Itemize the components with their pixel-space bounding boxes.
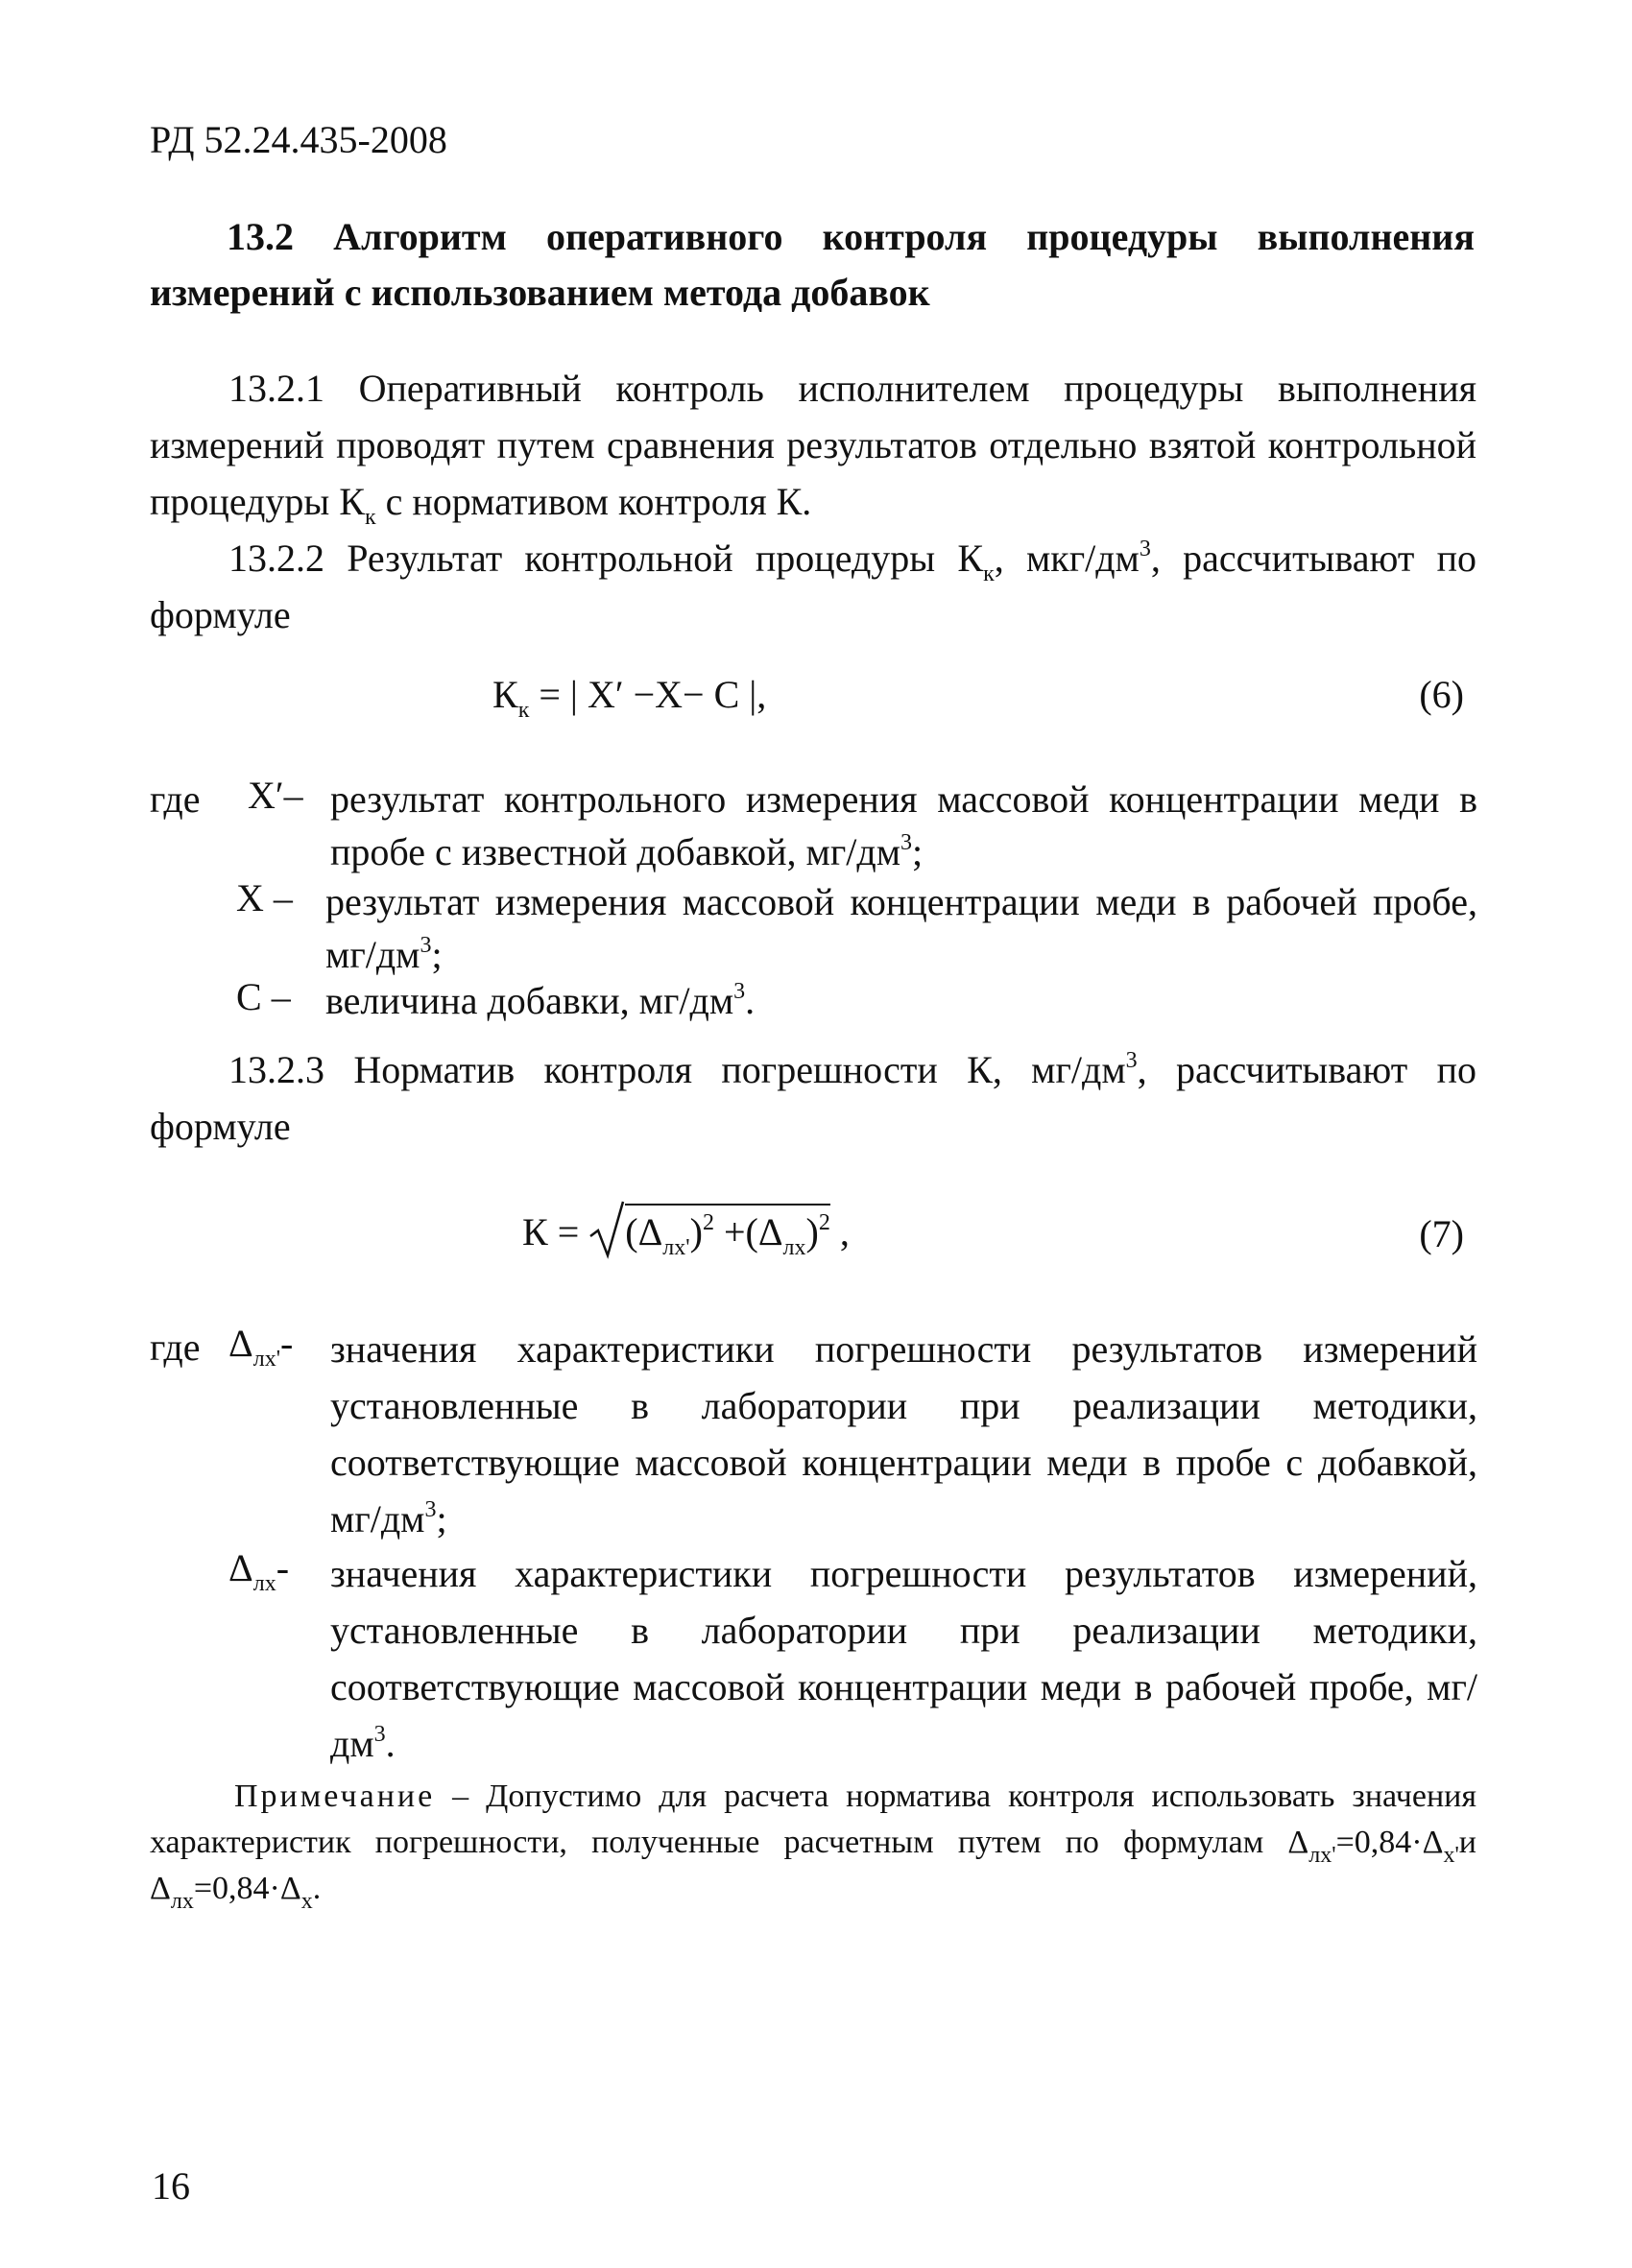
definition-text: величина добавки, $мг/дм^3$. <box>325 979 756 1022</box>
paragraph-tail: с нормативом контроля К. <box>375 480 812 523</box>
paragraph-13-2-1 <box>150 360 1476 530</box>
paragraph-text: 13.2.2 Результат контрольной процедуры К <box>228 537 984 580</box>
paragraph-mid: , мкг/дм <box>994 537 1140 580</box>
radical-sign-icon <box>588 1198 627 1261</box>
abs-bar-right: | <box>739 673 757 716</box>
paragraph-tail: , рассчитывают по формуле <box>150 1048 1476 1148</box>
definition-text: результат контрольного измерения массовой концентрации меди в пробе с известной добавкой, $мг/дм^3$; <box>330 777 1477 873</box>
formula-body: X′ −X− C <box>587 673 740 716</box>
paragraph-text: 13.2.3 Норматив контроля погрешности К, мг/дм <box>228 1048 1126 1091</box>
subscript: к <box>364 505 376 530</box>
formula-equals: = <box>547 1210 589 1253</box>
document-code: РД 52.24.435-2008 <box>150 118 447 161</box>
formula-lhs: К <box>522 1210 548 1253</box>
definition-text: значения характеристики погрешности результатов измерений, установленные в лаборатории при реализации методики, соответствующие массовой концентрации меди в рабочей пробе, $мг/дм^3$. <box>330 1552 1477 1765</box>
square-root <box>588 1209 830 1260</box>
formula-lhs-subscript: к <box>517 698 530 723</box>
paragraph-tail: , рассчитывают по формуле <box>150 537 1476 636</box>
definition-term: $\Delta_{лх}-$ <box>228 1546 290 1596</box>
paragraph-13-2-3 <box>150 1041 1476 1155</box>
formula-comma: , <box>829 1210 850 1253</box>
formula-comma: , <box>756 673 767 716</box>
definition-term: X′– <box>248 774 303 817</box>
equation-number-6: (6) <box>1419 673 1464 716</box>
formula-7 <box>522 1209 850 1260</box>
abs-bar-left: | <box>569 673 588 716</box>
definition-text: результат измерения массовой концентрации меди в рабочей пробе, $мг/дм^3$; <box>325 880 1477 976</box>
page-number: 16 <box>152 2164 190 2208</box>
definition-term: C – <box>236 975 291 1018</box>
note-paragraph: Примечание – Допустимо для расчета норматива контроля использовать значения характеристик погрешности, полученные расчетным путем по формулам $\Delta_{лх'}=0,84\cdot\Delta_{х'}и$ $\Delta_{лх}=0,84\cdot\Delta_х$. <box>150 1779 1476 1914</box>
superscript: 3 <box>1139 537 1151 561</box>
definition-text: значения характеристики погрешности результатов измерений установленные в лаборатории при реализации методики, соответствующие массовой концентрации меди в пробе с добавкой, $мг/дм^3$; <box>330 1327 1477 1540</box>
paragraph-13-2-2 <box>150 530 1476 643</box>
equation-number-7: (7) <box>1419 1212 1464 1255</box>
formula-lhs: К <box>492 673 518 716</box>
note-label: Примечание <box>234 1779 436 1814</box>
paragraph-text: 13.2.1 Оперативный контроль исполнителем процедуры выполнения измерений проводят путем сравнения результатов отдельно взятой контрольной процедуры К <box>150 367 1476 523</box>
formula-6 <box>492 672 767 723</box>
radicand: $(\Delta_{лх'})^2 +(\Delta_{лх})^2$ <box>625 1204 830 1254</box>
note-text: – Допустимо для расчета норматива контроля использовать значения характеристик погрешности, полученные расчетным путем по формулам Δ <box>150 1779 1476 1860</box>
where-label-7: где <box>150 1325 201 1369</box>
definition-term: $\Delta_{лх'}-$ <box>228 1322 294 1372</box>
section-heading: 13.2 Алгоритм оперативного контроля процедуры выполнения измерений с использованием метода добавок <box>150 215 1475 314</box>
definition-term: X – <box>236 876 293 919</box>
superscript: 3 <box>1125 1048 1138 1073</box>
formula-equals: = <box>529 673 570 716</box>
where-label-6: где <box>150 777 201 821</box>
subscript: к <box>983 561 995 586</box>
